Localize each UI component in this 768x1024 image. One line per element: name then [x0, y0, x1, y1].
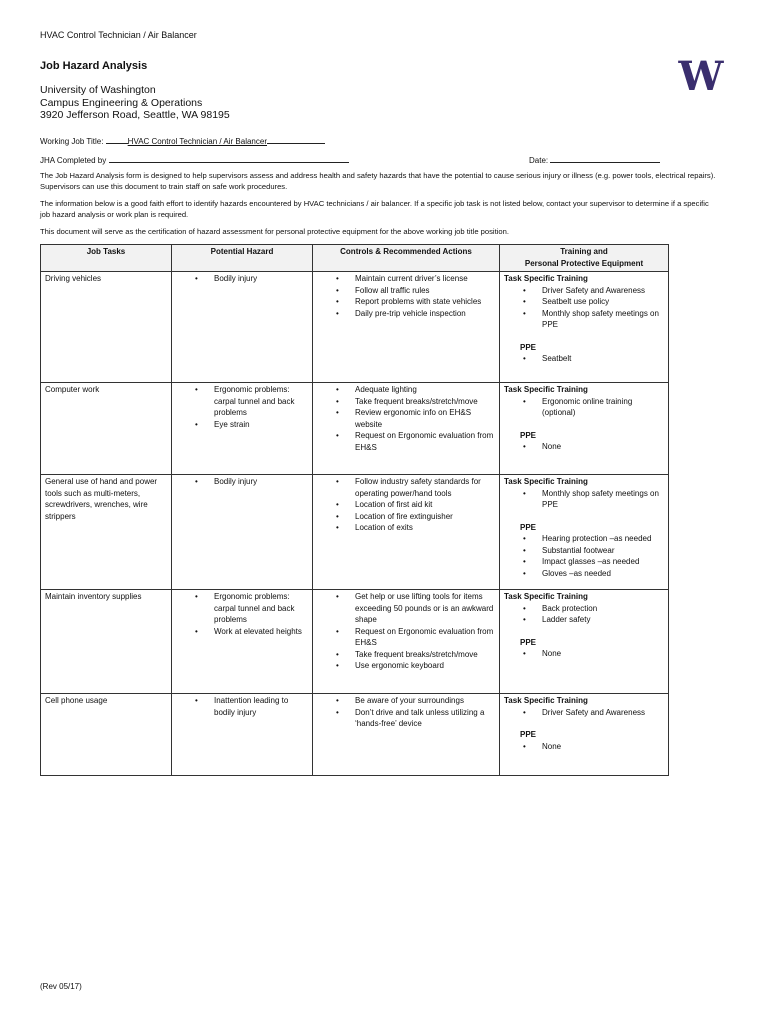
hazard-item: • Ergonomic problems: carpal tunnel and back problems: [214, 384, 308, 419]
control-item: • Request on Ergonomic evaluation from EH&S: [355, 430, 495, 453]
hazard-item: • Ergonomic problems: carpal tunnel and back problems: [214, 591, 308, 626]
training-label: Task Specific Training: [504, 592, 588, 601]
training-item: • Monthly shop safety meetings on PPE: [542, 308, 664, 331]
address-block: [40, 84, 230, 122]
spacer: [504, 331, 664, 342]
control-list: [317, 695, 495, 730]
control-item: • Be aware of your surroundings: [355, 695, 495, 707]
training-list: [504, 285, 664, 331]
table-header-row: [41, 245, 669, 272]
hazard-cell: [172, 475, 313, 590]
training-item: • Driver Safety and Awareness: [542, 285, 664, 297]
jha-completed-input[interactable]: [109, 154, 349, 163]
control-item: • Maintain current driver’s license: [355, 273, 495, 285]
working-job-title-field: [40, 135, 325, 146]
control-item: • Location of exits: [355, 522, 495, 534]
certification-paragraph: This document will serve as the certification of hazard assessment for personal protective equipment for the above working job title position.: [40, 227, 509, 236]
control-item: • Don’t drive and talk unless utilizing a ‘hands-free’ device: [355, 707, 495, 730]
control-item: • Take frequent breaks/stretch/move: [355, 396, 495, 408]
training-list: [504, 488, 664, 511]
training-label: Task Specific Training: [504, 477, 588, 486]
control-item: • Follow industry safety standards for operating power/hand tools: [355, 476, 495, 499]
ppe-label: PPE: [520, 637, 537, 647]
col-header-potential-hazard: Potential Hazard: [172, 245, 313, 272]
control-item: • Location of fire extinguisher: [355, 511, 495, 523]
training-item: • Seatbelt use policy: [542, 296, 664, 308]
controls-cell: [313, 590, 500, 694]
control-list: [317, 476, 495, 534]
address-line: University of Washington: [40, 84, 156, 96]
control-item: • Get help or use lifting tools for items exceeding 50 pounds or is an awkward shape: [355, 591, 495, 626]
hazard-item: • Work at elevated heights: [214, 626, 308, 638]
training-label: Task Specific Training: [504, 274, 588, 283]
document-title: Job Hazard Analysis: [40, 60, 148, 72]
table-row: [41, 272, 669, 383]
hazard-cell: [172, 272, 313, 383]
spacer: [504, 419, 664, 430]
ppe-item: • None: [542, 648, 664, 660]
training-item: • Ladder safety: [542, 614, 664, 626]
ppe-list: [504, 353, 664, 365]
col-header-training-ppe: [500, 245, 669, 272]
job-task-cell: General use of hand and power tools such as multi-meters, screwdrivers, wrenches, wire strippers: [41, 475, 172, 590]
col-header-job-tasks: Job Tasks: [41, 245, 172, 272]
hazard-item: • Eye strain: [214, 419, 308, 431]
training-ppe-cell: [500, 272, 669, 383]
hazard-table: [40, 244, 669, 776]
ppe-label: PPE: [520, 342, 537, 352]
date-input[interactable]: [550, 154, 660, 163]
table-row: [41, 694, 669, 776]
training-item: • Back protection: [542, 603, 664, 615]
underline: [267, 135, 325, 144]
ppe-label: PPE: [520, 730, 537, 739]
intro-paragraph: The Job Hazard Analysis form is designed to help supervisors assess and address health and safety hazards that have the potential to cause serious injury or illness (e.g. power tools, electrical repairs). Supervisors can use this document to train staff on safe work procedures.: [40, 171, 716, 191]
svg-text:W: W: [678, 58, 724, 94]
hazard-item: • Bodily injury: [214, 476, 308, 488]
control-item: • Take frequent breaks/stretch/move: [355, 649, 495, 661]
hazard-list: [176, 384, 308, 430]
control-item: • Use ergonomic keyboard: [355, 660, 495, 672]
uw-logo: [676, 58, 726, 94]
control-list: [317, 273, 495, 319]
working-job-title-label: Working Job Title:: [40, 137, 104, 146]
hazard-list: [176, 273, 308, 285]
ppe-item: • None: [542, 741, 664, 753]
date-field: [529, 154, 660, 165]
ppe-item: • Gloves –as needed: [542, 568, 664, 580]
col-header-ppe: Personal Protective Equipment: [524, 258, 644, 268]
address-line: 3920 Jefferson Road, Seattle, WA 98195: [40, 109, 230, 121]
control-list: [317, 384, 495, 453]
training-list: [504, 603, 664, 626]
ppe-item: • Seatbelt: [542, 353, 664, 365]
table-row: [41, 383, 669, 475]
ppe-item: • Impact glasses –as needed: [542, 556, 664, 568]
training-list: [504, 707, 664, 719]
job-task-cell: Driving vehicles: [41, 272, 172, 383]
working-job-title-value: HVAC Control Technician / Air Balancer: [127, 137, 267, 146]
control-item: • Adequate lighting: [355, 384, 495, 396]
ppe-item: • Substantial footwear: [542, 545, 664, 557]
training-ppe-cell: [500, 590, 669, 694]
training-item: • Monthly shop safety meetings on PPE: [542, 488, 664, 511]
table-row: [41, 475, 669, 590]
control-item: • Daily pre-trip vehicle inspection: [355, 308, 495, 320]
training-ppe-cell: [500, 383, 669, 475]
training-item: • Driver Safety and Awareness: [542, 707, 664, 719]
hazard-item: • Inattention leading to bodily injury: [214, 695, 308, 718]
hazard-list: [176, 591, 308, 637]
control-item: • Request on Ergonomic evaluation from EH&S: [355, 626, 495, 649]
ppe-list: [504, 441, 664, 453]
jha-completed-label: JHA Completed by: [40, 156, 107, 165]
controls-cell: [313, 383, 500, 475]
ppe-label: PPE: [520, 430, 537, 440]
hazard-list: [176, 476, 308, 488]
table-row: [41, 590, 669, 694]
training-list: [504, 396, 664, 419]
controls-cell: [313, 475, 500, 590]
hazard-item: • Bodily injury: [214, 273, 308, 285]
control-item: • Follow all traffic rules: [355, 285, 495, 297]
control-list: [317, 591, 495, 672]
info-paragraph: The information below is a good faith effort to identify hazards encountered by HVAC technicians / air balancer. If a specific job task is not listed below, contact your supervisor to determine if a specific job hazard analysis or work plan is required.: [40, 199, 709, 219]
control-item: • Report problems with state vehicles: [355, 296, 495, 308]
training-ppe-cell: [500, 475, 669, 590]
underline: [106, 135, 128, 144]
col-header-controls: Controls & Recommended Actions: [313, 245, 500, 272]
hazard-list: [176, 695, 308, 718]
hazard-cell: [172, 694, 313, 776]
spacer: [504, 626, 664, 637]
spacer: [504, 718, 664, 729]
controls-cell: [313, 694, 500, 776]
address-line: Campus Engineering & Operations: [40, 96, 203, 109]
training-ppe-cell: [500, 694, 669, 776]
ppe-list: [504, 533, 664, 579]
hazard-cell: [172, 590, 313, 694]
job-task-cell: Maintain inventory supplies: [41, 590, 172, 694]
ppe-label: PPE: [520, 522, 537, 532]
ppe-list: [504, 741, 664, 753]
job-task-cell: Cell phone usage: [41, 694, 172, 776]
training-label: Task Specific Training: [504, 696, 588, 705]
job-task-cell: Computer work: [41, 383, 172, 475]
ppe-item: • Hearing protection –as needed: [542, 533, 664, 545]
training-item: • Ergonomic online training (optional): [542, 396, 664, 419]
col-header-training: Training and: [560, 247, 608, 256]
spacer: [504, 511, 664, 522]
training-label: Task Specific Training: [504, 385, 588, 394]
revision-note: (Rev 05/17): [40, 982, 82, 991]
date-label: Date:: [529, 156, 549, 165]
ppe-item: • None: [542, 441, 664, 453]
control-item: • Location of first aid kit: [355, 499, 495, 511]
controls-cell: [313, 272, 500, 383]
hazard-cell: [172, 383, 313, 475]
ppe-list: [504, 648, 664, 660]
jha-completed-field: [40, 154, 349, 165]
page-header: HVAC Control Technician / Air Balancer: [40, 30, 197, 40]
control-item: • Review ergonomic info on EH&S website: [355, 407, 495, 430]
